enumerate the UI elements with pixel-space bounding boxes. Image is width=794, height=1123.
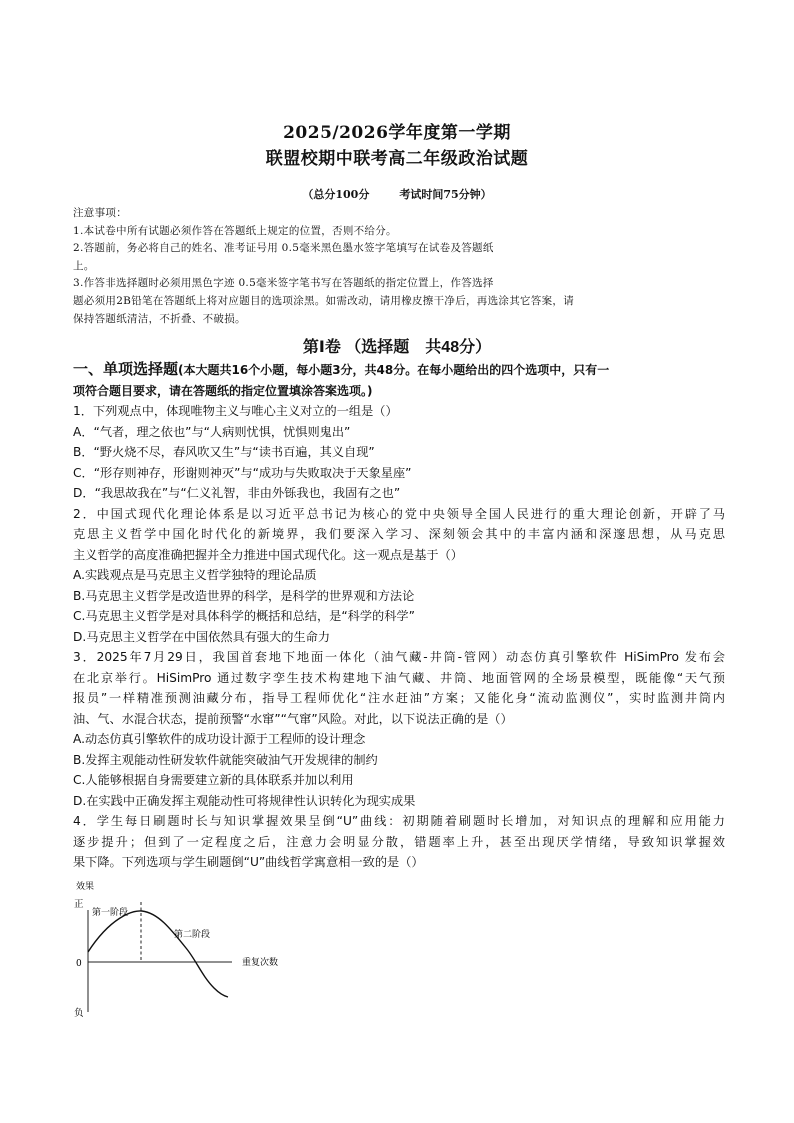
question-stem-line: 在北京举行。HiSimPro 通过数字孪生技术构建地下油气藏、井筒、地面管网的全场景模型，既能像“天气预 bbox=[73, 670, 725, 685]
section-desc-line1: (本大题共16个小题，每小题3分，共48分。在每小题给出的四个选项中，只有一 bbox=[178, 363, 610, 377]
question-option-A: A．“气者，理之依也”与“人病则忧惧，忧惧则鬼出” bbox=[73, 424, 351, 439]
question-option-C: C.人能够根据自身需要建立新的具体联系并加以利用 bbox=[73, 773, 354, 787]
y-negative-label: 负 bbox=[74, 1008, 84, 1019]
notes-heading: 注意事项： bbox=[73, 207, 127, 219]
question-stem-line: 1．下列观点中，体现唯物主义与唯心主义对立的一组是（） bbox=[73, 404, 398, 418]
volume-title: 第Ⅰ卷 （选择题 共48分） bbox=[302, 339, 492, 356]
inverted-u-curve bbox=[88, 911, 228, 997]
total-score: （总分100分 bbox=[302, 188, 370, 201]
score-time-line bbox=[0, 186, 794, 202]
question-option-D: D.马克思主义哲学在中国依然具有强大的生命力 bbox=[73, 629, 331, 644]
question-4 bbox=[73, 811, 725, 873]
question-option-D: D．“我思故我在”与“仁义礼智，非由外铄我也，我固有之也” bbox=[73, 486, 401, 500]
x-axis-label: 重复次数 bbox=[242, 958, 279, 968]
exam-paper-title: 联盟校期中联考高二年级政治试题 bbox=[265, 149, 529, 169]
question-list bbox=[73, 401, 725, 873]
question-stem-line: 4．学生每日刷题时长与知识掌握效果呈倒“U”曲线：初期随着刷题时长增加，对知识点的理解和应用能力 bbox=[73, 814, 725, 828]
diagram-svg bbox=[70, 880, 310, 1020]
question-stem-line: 报员”一样精准预测油藏分布，指导工程师优化“注水赶油”方案；又能化身“流动监测仪”，实时监测井筒内 bbox=[73, 691, 725, 705]
question-option-C: C.马克思主义哲学是对具体科学的概括和总结，是“科学的科学” bbox=[73, 609, 415, 623]
y-axis-title: 效果 bbox=[76, 882, 95, 892]
question-option-A: A.实践观点是马克思主义哲学独特的理论品质 bbox=[73, 568, 317, 582]
question-stem-line: 2．中国式现代化理论体系是以习近平总书记为核心的党中央领导全国人民进行的重大理论创新，开辟了马 bbox=[73, 506, 725, 521]
question-stem-line: 3．2025年7月29日，我国首套地下地面一体化（油气藏-井筒-管网）动态仿真引擎软件 HiSimPro 发布会 bbox=[73, 650, 725, 664]
section-heading bbox=[73, 359, 725, 402]
question-option-B: B.马克思主义哲学是改造世界的科学，是科学的世界观和方法论 bbox=[73, 588, 415, 603]
y-positive-label: 正 bbox=[74, 899, 84, 910]
question-stem-line: 油、气、水混合状态，提前预警“水窜”“气窜”风险。对此，以下说法正确的是（） bbox=[73, 711, 513, 726]
question-3 bbox=[73, 647, 725, 811]
section-title: 一、单项选择题 bbox=[73, 360, 179, 378]
question-stem-line: 果下降。下列选项与学生刷题倒“U”曲线哲学寓意相一致的是（） bbox=[73, 855, 424, 869]
question-2 bbox=[73, 504, 725, 648]
exam-time: 考试时间75分钟） bbox=[399, 188, 492, 201]
notes-item: 题必须用2B铅笔在答题纸上将对应题目的选项涂黑。如需改动，请用橡皮擦干净后，再选涂其它答案，请 bbox=[73, 294, 574, 307]
question-stem-line: 克思主义哲学中国化时代化的新境界，我们要深入学习、深刻领会其中的丰富内涵和深邃思想，从马克思 bbox=[73, 527, 725, 541]
notes-item: 2.答题前，务必将自己的姓名、准考证号用 0.5毫米黑色墨水签字笔填写在试卷及答题纸 bbox=[73, 242, 494, 255]
question-option-C: C．“形存则神存，形谢则神灭”与“成功与失败取决于天象星座” bbox=[73, 465, 412, 480]
exam-term-title: 2025/2026学年度第一学期 bbox=[283, 123, 511, 143]
question-option-A: A.动态仿真引擎软件的成功设计源于工程师的设计理念 bbox=[73, 732, 366, 746]
question-option-D: D.在实践中正确发挥主观能动性可将规律性认识转化为现实成果 bbox=[73, 793, 416, 808]
notes-item: 保持答题纸清洁，不折叠、不破损。 bbox=[73, 312, 246, 325]
notes-item: 3.作答非选择题时必须用黑色字迹 0.5毫米签字笔书写在答题纸的指定位置上，作答选择 bbox=[73, 277, 494, 290]
stage2-label: 第二阶段 bbox=[174, 930, 211, 940]
question-stem-line: 主义哲学的高度准确把握并全力推进中国式现代化。这一观点是基于（） bbox=[73, 547, 463, 562]
notes-item: 上。 bbox=[73, 259, 95, 272]
y-zero-label: 0 bbox=[76, 959, 82, 969]
question-1 bbox=[73, 401, 725, 504]
question-option-B: B.发挥主观能动性研发软件就能突破油气开发规律的制约 bbox=[73, 752, 378, 767]
section-desc-line2: 项符合题目要求，请在答题纸的指定位置填涂答案选项。) bbox=[73, 384, 373, 398]
question-stem-line: 逐步提升；但到了一定程度之后，注意力会明显分散，错题率上升，甚至出现厌学情绪，导致知识掌握效 bbox=[73, 834, 725, 849]
question-option-B: B．“野火烧不尽，春风吹又生”与“读书百遍，其义自现” bbox=[73, 445, 375, 459]
stage1-label: 第一阶段 bbox=[92, 908, 129, 918]
diagram-inverted-u bbox=[70, 880, 310, 1024]
exam-notes bbox=[73, 205, 723, 328]
notes-item: 1.本试卷中所有试题必须作答在答题纸上规定的位置，否则不给分。 bbox=[73, 224, 397, 237]
